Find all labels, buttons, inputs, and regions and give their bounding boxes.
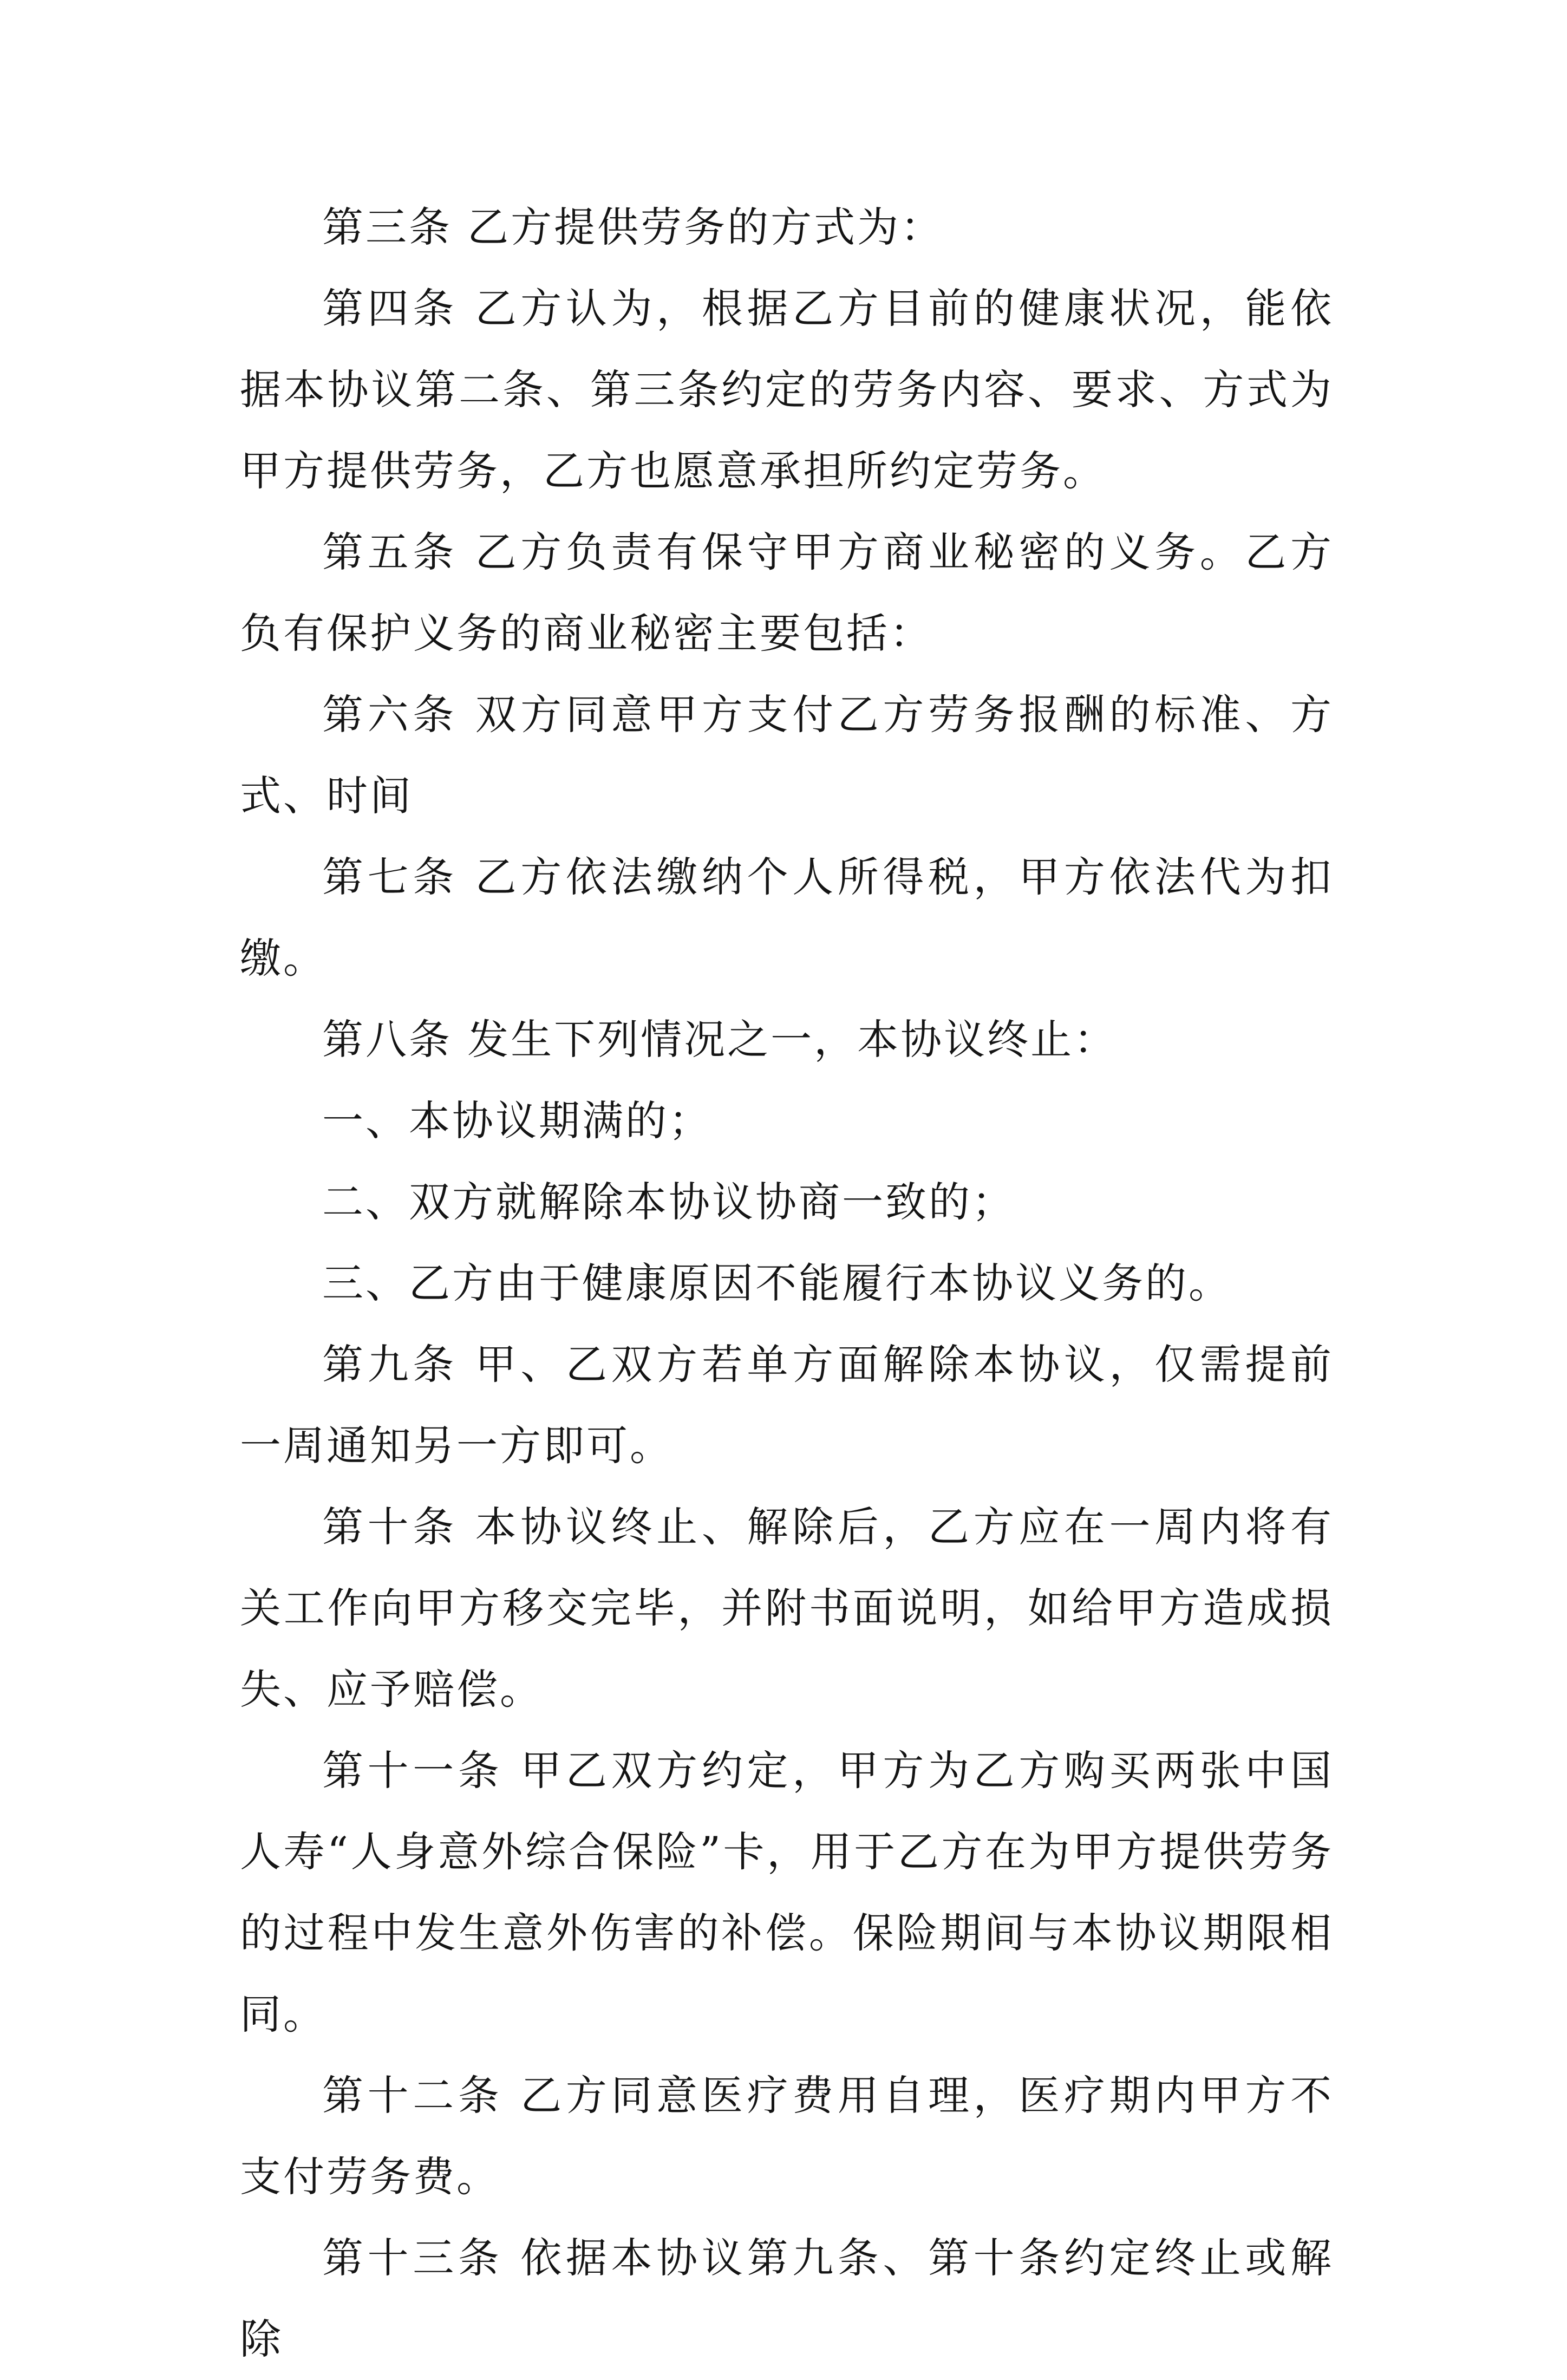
clause-11: 第十一条 甲乙双方约定，甲方为乙方购买两张中国人寿“人身意外综合保险”卡，用于乙方在为甲方提供劳务的过程中发生意外伤害的补偿。保险期间与本协议期限相同。: [240, 1746, 1334, 2038]
clause-6: 第六条 双方同意甲方支付乙方劳务报酬的标准、方式、时间: [240, 690, 1334, 820]
clause-4: 第四条 乙方认为，根据乙方目前的健康状况，能依据本协议第二条、第三条约定的劳务内容、要求、方式为甲方提供劳务，乙方也愿意承担所约定劳务。: [240, 284, 1334, 495]
clause-13: 第十三条 依据本协议第九条、第十条约定终止或解除: [240, 2234, 1334, 2363]
clause-8: 第八条 发生下列情况之一，本协议终止：: [322, 1015, 1118, 1064]
clause-8-item-3: 三、乙方由于健康原因不能履行本协议义务的。: [322, 1259, 1232, 1307]
clause-8-item-1: 一、本协议期满的；: [322, 1097, 712, 1145]
clause-8-item-2: 二、双方就解除本协议协商一致的；: [322, 1178, 1015, 1226]
clause-9: 第九条 甲、乙双方若单方面解除本协议，仅需提前一周通知另一方即可。: [240, 1340, 1334, 1470]
document-body: [240, 187, 1334, 2380]
clause-5: 第五条 乙方负责有保守甲方商业秘密的义务。乙方负有保护义务的商业秘密主要包括：: [240, 528, 1334, 657]
clause-7: 第七条 乙方依法缴纳个人所得税，甲方依法代为扣缴。: [240, 853, 1334, 982]
clause-10: 第十条 本协议终止、解除后，乙方应在一周内将有关工作向甲方移交完毕，并附书面说明，如给甲方造成损失、应予赔偿。: [240, 1503, 1334, 1713]
clause-3: 第三条 乙方提供劳务的方式为：: [322, 203, 944, 251]
clause-12: 第十二条 乙方同意医疗费用自理，医疗期内甲方不支付劳务费。: [240, 2071, 1334, 2201]
